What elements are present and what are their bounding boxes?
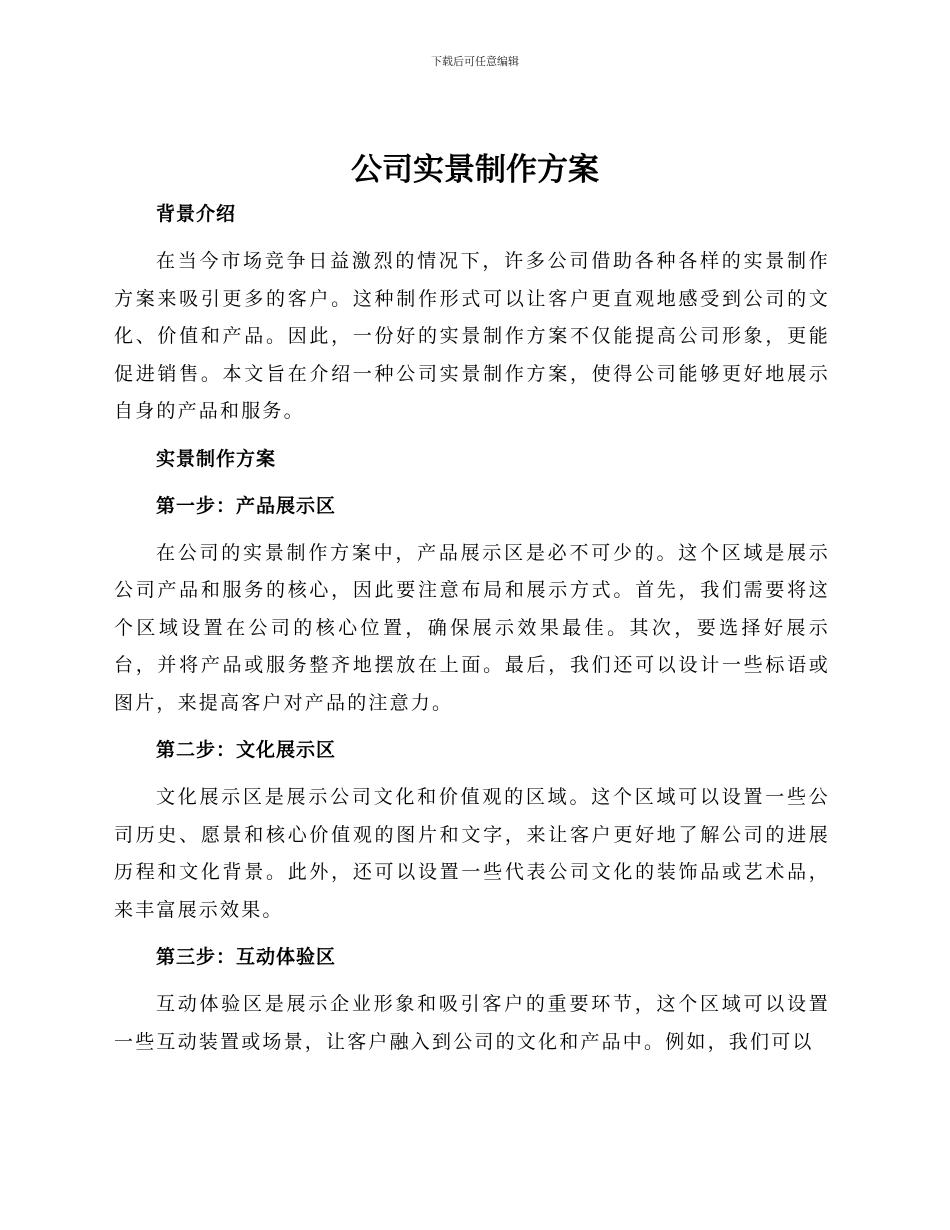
paragraph-step-1: 在公司的实景制作方案中，产品展示区是必不可少的。这个区域是展示公司产品和服务的核心，因此要注意布局和展示方式。首先，我们需要将这个区域设置在公司的核心位置，确保展示效果最佳。其次，要选择好展示台，并将产品或服务整齐地摆放在上面。最后，我们还可以设计一些标语或图片，来提高客户对产品的注意力。: [114, 541, 830, 714]
document-body: [114, 196, 830, 1071]
header-note: 下载后可任意编辑: [431, 55, 519, 68]
section-heading-step-2: 第二步：文化展示区: [156, 739, 337, 761]
section-heading-background: 背景介绍: [156, 203, 237, 225]
paragraph-step-2: 文化展示区是展示公司文化和价值观的区域。这个区域可以设置一些公司历史、愿景和核心价值观的图片和文字，来让客户更好地了解公司的进展历程和文化背景。此外，还可以设置一些代表公司文化的装饰品或艺术品，来丰富展示效果。: [114, 786, 830, 921]
section-heading-step-1: 第一步：产品展示区: [156, 494, 337, 517]
document-title: 公司实景制作方案: [351, 152, 599, 188]
section-heading-step-3: 第三步：互动体验区: [156, 946, 337, 968]
section-heading-plan: 实景制作方案: [156, 447, 277, 470]
paragraph-background: 在当今市场竞争日益激烈的情况下，许多公司借助各种各样的实景制作方案来吸引更多的客户。这种制作形式可以让客户更直观地感受到公司的文化、价值和产品。因此，一份好的实景制作方案不仅能提高公司形象，更能促进销售。本文旨在介绍一种公司实景制作方案，使得公司能够更好地展示自身的产品和服务。: [114, 250, 830, 422]
paragraph-step-3: 互动体验区是展示企业形象和吸引客户的重要环节，这个区域可以设置一些互动装置或场景，让客户融入到公司的文化和产品中。例如，我们可以: [114, 993, 830, 1053]
